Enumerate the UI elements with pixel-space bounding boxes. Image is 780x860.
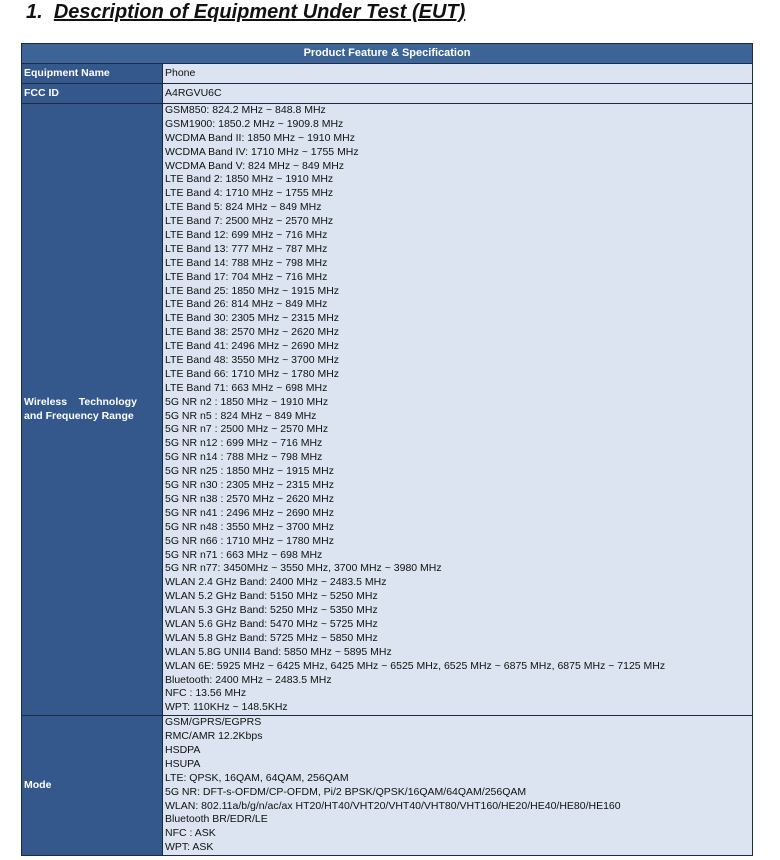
wireless-frequency-item: NFC : 13.56 MHz [165,687,247,700]
wireless-frequency-item: LTE Band 4: 1710 MHz ~ 1755 MHz [165,187,334,200]
wireless-frequency-item: WCDMA Band II: 1850 MHz ~ 1910 MHz [165,131,355,144]
wireless-frequency-item: WCDMA Band V: 824 MHz ~ 849 MHz [165,159,345,172]
wireless-frequency-item: LTE Band 26: 814 MHz ~ 849 MHz [165,298,328,311]
wireless-frequency-item: 5G NR n48 : 3550 MHz ~ 3700 MHz [165,520,334,533]
wireless-frequency-item: Bluetooth: 2400 MHz ~ 2483.5 MHz [165,673,332,686]
wireless-frequency-item: 5G NR n66 : 1710 MHz ~ 1780 MHz [165,534,334,547]
mode-item: Bluetooth BR/EDR/LE [165,813,268,826]
wireless-frequency-item: WPT: 110KHz ~ 148.5KHz [165,701,288,714]
wireless-frequency-item: WLAN 5.8G UNII4 Band: 5850 MHz ~ 5895 MHz [165,645,392,658]
table-header-row [22,44,753,64]
section-title: Description of Equipment Under Test (EUT) [53,1,466,23]
wireless-frequency-item: 5G NR n38 : 2570 MHz ~ 2620 MHz [165,492,334,505]
wireless-frequency-item: LTE Band 14: 788 MHz ~ 798 MHz [165,256,328,269]
wireless-frequency-item: 5G NR n25 : 1850 MHz ~ 1915 MHz [165,465,334,478]
wireless-frequency-item: WCDMA Band IV: 1710 MHz ~ 1755 MHz [165,145,359,158]
section-number: 1. [26,1,43,23]
wireless-label-line-2: and Frequency Range [24,409,134,422]
wireless-frequency-item: 5G NR n30 : 2305 MHz ~ 2315 MHz [165,479,334,492]
wireless-frequency-item: LTE Band 12: 699 MHz ~ 716 MHz [165,229,328,242]
mode-item: LTE: QPSK, 16QAM, 64QAM, 256QAM [165,771,349,784]
wireless-frequency-item: WLAN 5.2 GHz Band: 5150 MHz ~ 5250 MHz [165,590,378,603]
mode-values [163,716,753,856]
wireless-frequency-item: 5G NR n77: 3450MHz ~ 3550 MHz, 3700 MHz ~ 3980 MHz [165,562,442,575]
wireless-frequency-item: LTE Band 30: 2305 MHz ~ 2315 MHz [165,312,340,325]
wireless-frequency-item: 5G NR n14 : 788 MHz ~ 798 MHz [165,451,323,464]
wireless-frequency-item: LTE Band 38: 2570 MHz ~ 2620 MHz [165,326,340,339]
table-row-wireless [22,104,753,716]
wireless-frequency-item: 5G NR n5 : 824 MHz ~ 849 MHz [165,409,317,422]
equipment-name-value: Phone [163,64,753,84]
wireless-frequency-item: 5G NR n41 : 2496 MHz ~ 2690 MHz [165,506,334,519]
wireless-label-line-1: Wireless Technology [24,395,137,408]
wireless-frequency-item: WLAN 2.4 GHz Band: 2400 MHz ~ 2483.5 MHz [165,576,387,589]
wireless-label [22,104,163,716]
mode-item: GSM/GPRS/EGPRS [165,716,262,729]
wireless-frequency-item: LTE Band 5: 824 MHz ~ 849 MHz [165,201,322,214]
wireless-frequency-item: LTE Band 66: 1710 MHz ~ 1780 MHz [165,367,340,380]
wireless-frequency-item: WLAN 5.8 GHz Band: 5725 MHz ~ 5850 MHz [165,631,378,644]
table-row-mode [22,716,753,856]
wireless-frequency-item: 5G NR n2 : 1850 MHz ~ 1910 MHz [165,395,329,408]
mode-item: WPT: ASK [165,841,214,854]
mode-item: 5G NR: DFT-s-OFDM/CP-OFDM, Pi/2 BPSK/QPSK/16QAM/64QAM/256QAM [165,785,527,798]
wireless-frequency-item: LTE Band 13: 777 MHz ~ 787 MHz [165,242,328,255]
mode-item: NFC : ASK [165,827,216,840]
wireless-frequency-item: LTE Band 71: 663 MHz ~ 698 MHz [165,381,328,394]
fcc-id-label: FCC ID [22,84,163,104]
wireless-frequency-item: LTE Band 17: 704 MHz ~ 716 MHz [165,270,328,283]
wireless-frequency-item: LTE Band 7: 2500 MHz ~ 2570 MHz [165,215,334,228]
wireless-frequency-item: 5G NR n12 : 699 MHz ~ 716 MHz [165,437,323,450]
wireless-frequency-item: WLAN 6E: 5925 MHz ~ 6425 MHz, 6425 MHz ~ 6525 MHz, 6525 MHz ~ 6875 MHz, 6875 MHz ~ 7125 MHz [165,659,666,672]
mode-item: HSDPA [165,743,201,756]
spec-table [21,43,753,856]
table-header: Product Feature & Specification [22,44,753,64]
wireless-frequency-item: GSM850: 824.2 MHz ~ 848.8 MHz [165,104,326,116]
mode-item: WLAN: 802.11a/b/g/n/ac/ax HT20/HT40/VHT20/VHT40/VHT80/VHT160/HE20/HE40/HE80/HE160 [165,799,621,812]
table-row-fcc-id [22,84,753,104]
fcc-id-value: A4RGVU6C [163,84,753,104]
table-row-equipment-name [22,64,753,84]
mode-item: HSUPA [165,757,201,770]
mode-item: RMC/AMR 12.2Kbps [165,730,263,743]
wireless-frequency-item: LTE Band 2: 1850 MHz ~ 1910 MHz [165,173,334,186]
wireless-values [163,104,753,716]
mode-label: Mode [22,716,163,856]
wireless-frequency-item: LTE Band 25: 1850 MHz ~ 1915 MHz [165,284,340,297]
wireless-frequency-item: LTE Band 41: 2496 MHz ~ 2690 MHz [165,340,340,353]
wireless-frequency-item: LTE Band 48: 3550 MHz ~ 3700 MHz [165,354,340,367]
wireless-frequency-item: WLAN 5.6 GHz Band: 5470 MHz ~ 5725 MHz [165,617,378,630]
wireless-frequency-item: 5G NR n71 : 663 MHz ~ 698 MHz [165,548,323,561]
wireless-frequency-item: WLAN 5.3 GHz Band: 5250 MHz ~ 5350 MHz [165,604,378,617]
wireless-frequency-item: GSM1900: 1850.2 MHz ~ 1909.8 MHz [165,117,344,130]
equipment-name-label: Equipment Name [22,64,163,84]
wireless-frequency-item: 5G NR n7 : 2500 MHz ~ 2570 MHz [165,423,329,436]
section-heading [26,1,465,24]
